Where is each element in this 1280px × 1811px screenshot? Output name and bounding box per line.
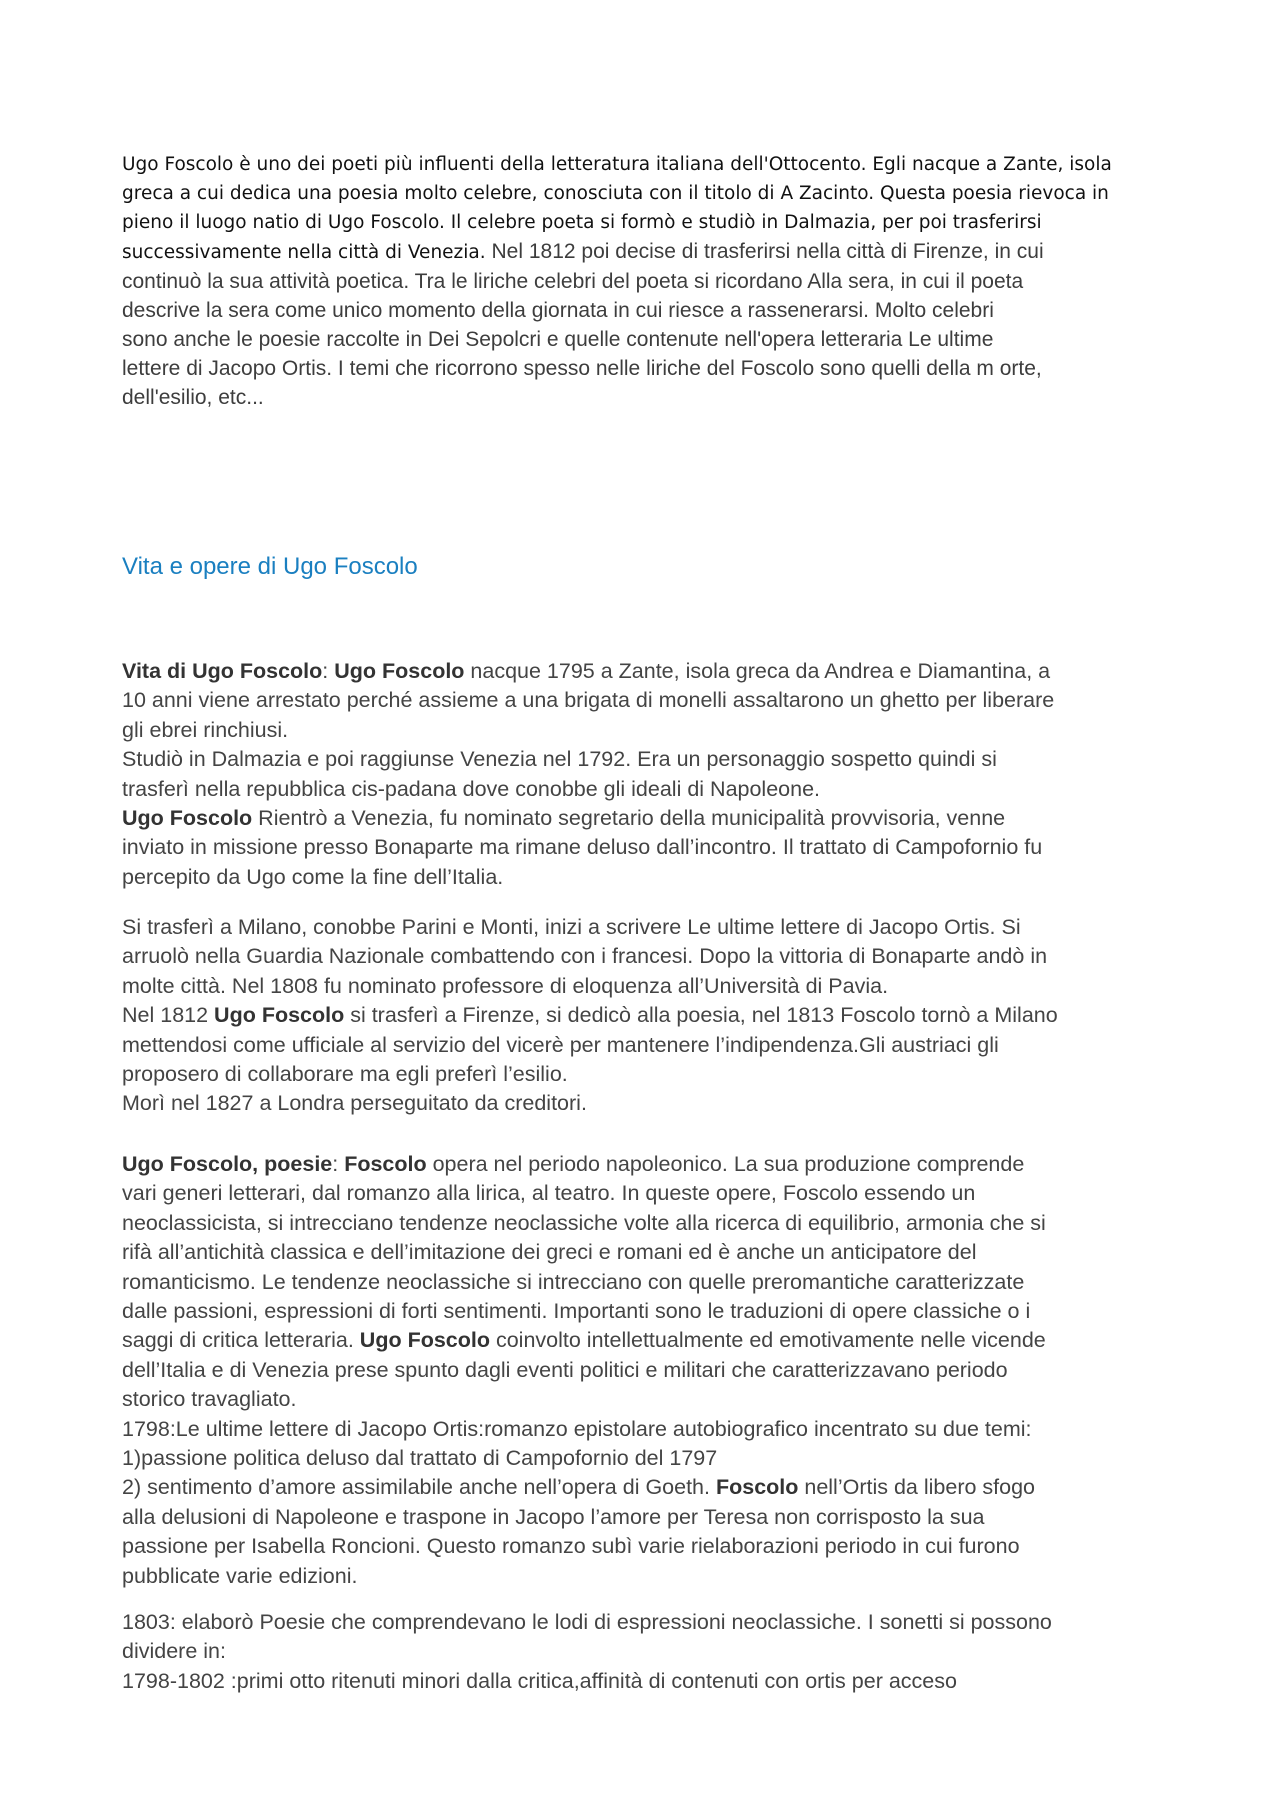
bold-term: Foscolo xyxy=(715,1475,799,1500)
bold-term: Ugo Foscolo xyxy=(214,1003,345,1028)
bold-term: Vita di Ugo Foscolo xyxy=(122,659,323,683)
bold-term: Ugo Foscolo xyxy=(334,659,465,683)
text-line: mettendosi come ufficiale al servizio del vicerè per mantenere l’indipendenza.Gli austriaci gli xyxy=(122,1032,999,1057)
text-line: pubblicate varie edizioni. xyxy=(122,1563,358,1588)
milano-paragraph xyxy=(122,913,1172,1119)
intro-continuation: dell'esilio, etc... xyxy=(122,386,264,409)
section-heading: Vita e opere di Ugo Foscolo xyxy=(122,553,418,580)
text-line: inviato in missione presso Bonaparte ma rimane deluso dall’incontro. Il trattato di Campofornio fu xyxy=(122,835,1043,860)
text-line: Studiò in Dalmazia e poi raggiunse Venezia nel 1792. Era un personaggio sospetto quindi si xyxy=(122,747,997,772)
text-line: si trasferì a Firenze, si dedicò alla poesia, nel 1813 Foscolo tornò a Milano xyxy=(344,1003,1058,1028)
separator: : xyxy=(332,1152,345,1176)
poesie-paragraph xyxy=(122,1150,1172,1591)
bold-term: Ugo Foscolo xyxy=(359,1328,490,1353)
text-line: dividere in: xyxy=(122,1639,226,1664)
text-line: coinvolto intellettualmente ed emotivamente nelle vicende xyxy=(489,1328,1046,1353)
document-page xyxy=(122,150,1172,1693)
text-line: 1798-1802 :primi otto ritenuti minori dalla critica,affinità di contenuti con ortis per acceso xyxy=(122,1668,957,1693)
text-line: rifà all’antichità classica e dell’imitazione dei greci e romani ed è anche un anticipatore del xyxy=(122,1240,977,1265)
text-line: 1798:Le ultime lettere di Jacopo Ortis:romanzo epistolare autobiografico incentrato su due temi: xyxy=(122,1416,1032,1441)
text-line: percepito da Ugo come la fine dell’Italia. xyxy=(122,864,504,889)
intro-continuation: continuò la sua attività poetica. Tra le liriche celebri del poeta si ricordano Alla sera, in cui il poeta xyxy=(122,270,1024,293)
intro-line: Ugo Foscolo è uno dei poeti più influenti della letteratura italiana dell'Ottocento. Egli nacque a Zante, isola xyxy=(122,154,1112,175)
text-line: 2) sentimento d’amore assimilabile anche nell’opera di Goeth. xyxy=(122,1475,716,1500)
text-line: nacque 1795 a Zante, isola greca da Andrea e Diamantina, a xyxy=(464,659,1051,683)
intro-paragraph xyxy=(122,150,1172,412)
text-line: storico travagliato. xyxy=(122,1387,297,1412)
vita-paragraph xyxy=(122,657,1172,892)
intro-continuation: Nel 1812 poi decise di trasferirsi nella città di Firenze, in cui xyxy=(491,240,1044,263)
intro-continuation: lettere di Jacopo Ortis. I temi che ricorrono spesso nelle liriche del Foscolo sono quelli della m orte, xyxy=(122,357,1042,380)
text-line: 1803: elaborò Poesie che comprendevano le lodi di espressioni neoclassiche. I sonetti si possono xyxy=(122,1610,1052,1634)
text-line: romanticismo. Le tendenze neoclassiche si intrecciano con quelle preromantiche caratterizzate xyxy=(122,1269,1025,1294)
text-line: alla delusioni di Napoleone e traspone in Jacopo l’amore per Teresa non corrisposto la sua xyxy=(122,1504,985,1529)
text-line: opera nel periodo napoleonico. La sua produzione comprende xyxy=(426,1152,1025,1176)
intro-continuation: descrive la sera come unico momento della giornata in cui riesce a rassenerarsi. Molto celebri xyxy=(122,299,994,322)
intro-line: greca a cui dedica una poesia molto celebre, conosciuta con il titolo di A Zacinto. Questa poesia rievoca in xyxy=(122,183,1109,204)
intro-line: successivamente nella città di Venezia. xyxy=(122,242,486,263)
intro-line: pieno il luogo natio di Ugo Foscolo. Il celebre poeta si formò e studiò in Dalmazia, per poi trasferirsi xyxy=(122,212,1042,233)
text-line: gli ebrei rinchiusi. xyxy=(122,717,289,742)
text-line: Rientrò a Venezia, fu nominato segretario della municipalità provvisoria, venne xyxy=(252,806,1006,831)
text-line: Nel 1812 xyxy=(122,1003,215,1028)
text-line: proposero di collaborare ma egli preferì l’esilio. xyxy=(122,1062,568,1087)
text-line: Morì nel 1827 a Londra perseguitato da creditori. xyxy=(122,1091,587,1116)
text-line: 10 anni viene arrestato perché assieme a una brigata di monelli assaltarono un ghetto per liberare xyxy=(122,688,1055,713)
text-line: Si trasferì a Milano, conobbe Parini e Monti, inizi a scrivere Le ultime lettere di Jacopo Ortis. Si xyxy=(122,915,1021,939)
text-line: dell’Italia e di Venezia prese spunto dagli eventi politici e militari che caratterizzavano periodo xyxy=(122,1357,1008,1382)
intro-continuation: sono anche le poesie raccolte in Dei Sepolcri e quelle contenute nell'opera letteraria Le ultime xyxy=(122,328,994,351)
text-line: arruolò nella Guardia Nazionale combattendo con i francesi. Dopo la vittoria di Bonaparte andò in xyxy=(122,944,1048,969)
text-line: passione per Isabella Roncioni. Questo romanzo subì varie rielaborazioni periodo in cui furono xyxy=(122,1534,1020,1559)
text-line: neoclassicista, si intrecciano tendenze neoclassiche volte alla ricerca di equilibrio, armonia che si xyxy=(122,1210,1046,1235)
sonetti-paragraph xyxy=(122,1608,1172,1696)
bold-term: Ugo Foscolo, poesie xyxy=(122,1152,333,1176)
text-line: 1)passione politica deluso dal trattato di Campofornio del 1797 xyxy=(122,1446,718,1471)
text-line: trasferì nella repubblica cis-padana dove conobbe gli ideali di Napoleone. xyxy=(122,776,821,801)
text-line: vari generi letterari, dal romanzo alla lirica, al teatro. In queste opere, Foscolo essendo un xyxy=(122,1181,976,1206)
text-line: molte città. Nel 1808 fu nominato professore di eloquenza all’Università di Pavia. xyxy=(122,973,889,998)
text-line: saggi di critica letteraria. xyxy=(122,1328,360,1353)
bold-term: Ugo Foscolo xyxy=(122,806,253,831)
bold-term: Foscolo xyxy=(344,1152,427,1176)
separator: : xyxy=(322,659,335,683)
text-line: nell’Ortis da libero sfogo xyxy=(798,1475,1036,1500)
text-line: dalle passioni, espressioni di forti sentimenti. Importanti sono le traduzioni di opere classiche o i xyxy=(122,1299,1031,1324)
